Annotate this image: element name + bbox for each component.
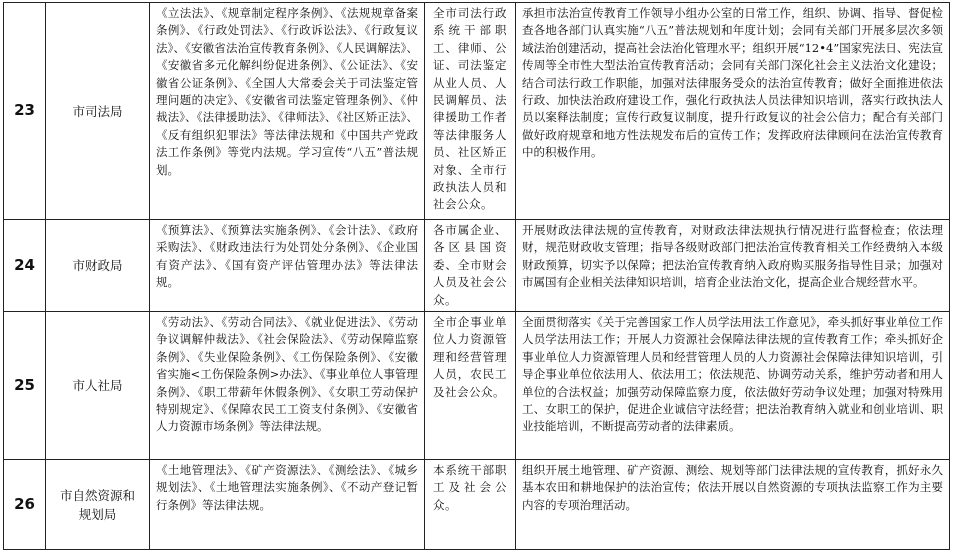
duties-cell: 开展财政法律法规的宣传教育，对财政法律法规执行情况进行监督检查；依法理财，规范财政收支管理；指导各级财政部门把法治宣传教育相关工作经费纳入本级财政预算，切实予以保障；把法治宣传教育纳入政府购买服务指导性目录；加强对市属国有企业相关法律知识培训，培育企业法治文化，提高企业合规经营水平。: [516, 220, 950, 312]
table-row: [4, 460, 950, 550]
row-number: 23: [4, 3, 46, 220]
duties-cell: 承担市法治宣传教育工作领导小组办公室的日常工作，组织、协调、指导、督促检查各地各部门认真实施“八五”普法规划和年度计划；会同有关部门开展多层次多领域法治创建活动，提高社会法治化管理水平；组织开展“12•4”国家宪法日、宪法宣传周等全市性大型法治宣传教育活动；会同有关部门深化社会主义法治文化建设；结合司法行政工作职能，加强对法律服务受众的法治宣传教育；做好全面推进依法行政、加快法治政府建设工作，强化行政执法人员法律知识培训，落实行政执法人员以案释法制度；宣传行政复议制度，提升行政复议的社会公信力；配合有关部门做好政府规章和地方性法规发布后的宣传工作；发挥政府法律顾问在法治宣传教育中的积极作用。: [516, 3, 950, 220]
table-row: [4, 220, 950, 312]
laws-cell: 《劳动法》、《劳动合同法》、《就业促进法》、《劳动争议调解仲裁法》、《社会保险法》、《劳动保障监察条例》、《失业保险条例》、《工伤保险条例》、《安徽省实施<工伤保险条例>办法》、《事业单位人事管理条例》、《职工带薪年休假条例》、《女职工劳动保护特别规定》、《保障农民工工资支付条例》、《安徽省人力资源市场条例》等法律法规。: [150, 312, 425, 460]
responsibility-table: [3, 2, 950, 550]
department-name: 市司法局: [46, 3, 150, 220]
targets-cell: 全市企事业单位人力资源管理和经营管理人员，农民工及社会公众。: [425, 312, 516, 460]
department-name: 市人社局: [46, 312, 150, 460]
row-number: 26: [4, 460, 46, 550]
laws-cell: 《土地管理法》、《矿产资源法》、《测绘法》、《城乡规划法》、《土地管理法实施条例》、《不动产登记暂行条例》等法律法规。: [150, 460, 425, 550]
department-name: 市自然资源和规划局: [46, 460, 150, 550]
row-number: 24: [4, 220, 46, 312]
laws-cell: 《立法法》、《规章制定程序条例》、《法规规章备案条例》、《行政处罚法》、《行政诉讼法》、《行政复议法》、《安徽省法治宣传教育条例》、《人民调解法》、《安徽省多元化解纠纷促进条例》、《公证法》、《安徽省公证条例》、《全国人大常委会关于司法鉴定管理问题的决定》、《安徽省司法鉴定管理条例》、《仲裁法》、《法律援助法》、《律师法》、《社区矫正法》、《反有组织犯罪法》等法律法规和《中国共产党政法工作条例》等党内法规。学习宣传“八五”普法规划。: [150, 3, 425, 220]
table-row: [4, 312, 950, 460]
row-number: 25: [4, 312, 46, 460]
table-row: [4, 3, 950, 220]
department-name: 市财政局: [46, 220, 150, 312]
duties-cell: 组织开展土地管理、矿产资源、测绘、规划等部门法律法规的宣传教育，抓好永久基本农田和耕地保护的法治宣传；依法开展以自然资源的专项执法监察工作为主要内容的专项治理活动。: [516, 460, 950, 550]
duties-cell: 全面贯彻落实《关于完善国家工作人员学法用法工作意见》，牵头抓好事业单位工作人员学法用法工作；开展人力资源社会保障法律法规的宣传教育工作；牵头抓好企事业单位人力资源管理人员和经营管理人员的人力资源社会保障法律知识培训，引导企事业单位依法用人、依法用工；依法规范、协调劳动关系，维护劳动者和用人单位的合法权益；加强劳动保障监察力度，依法做好劳动争议处理；加强对特殊用工、女职工的保护，促进企业诚信守法经营；把法治教育纳入就业和创业培训、职业技能培训，不断提高劳动者的法律素质。: [516, 312, 950, 460]
targets-cell: 全市司法行政系统干部职工、律师、公证、司法鉴定从业人员、人民调解员、法律援助工作者等法律服务人员、社区矫正对象、全市行政执法人员和社会公众。: [425, 3, 516, 220]
laws-cell: 《预算法》、《预算法实施条例》、《会计法》、《政府采购法》、《财政违法行为处罚处分条例》、《企业国有资产法》、《国有资产评估管理办法》等法律法规。: [150, 220, 425, 312]
targets-cell: 各市属企业、各区县国资委、全市财会人员及社会公众。: [425, 220, 516, 312]
targets-cell: 本系统干部职工及社会公众。: [425, 460, 516, 550]
